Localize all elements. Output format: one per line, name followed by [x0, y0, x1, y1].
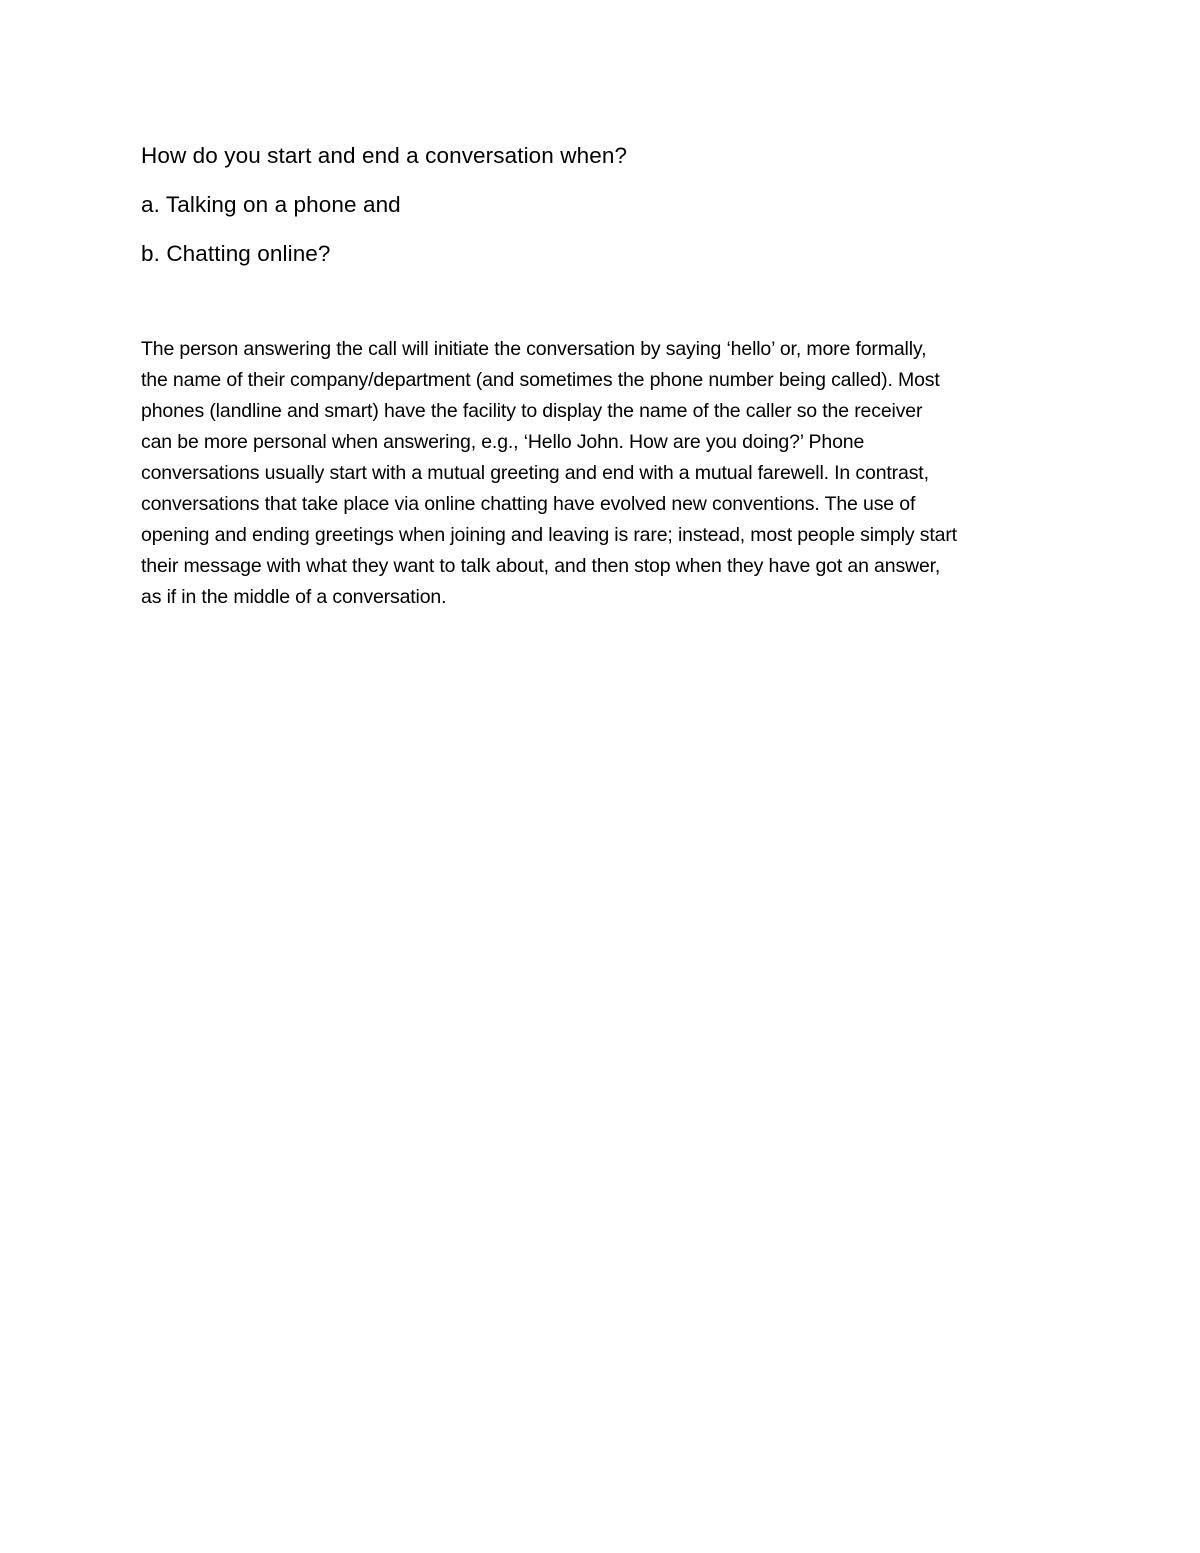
answer-line: can be more personal when answering, e.g., ‘Hello John. How are you doing?’ Phone: [141, 431, 865, 453]
answer-line: The person answering the call will initiate the conversation by saying ‘hello’ or, more formally,: [141, 338, 927, 360]
question-option-b: b. Chatting online?: [141, 241, 331, 266]
question-prompt: How do you start and end a conversation when?: [141, 143, 628, 168]
answer-line: as if in the middle of a conversation.: [141, 586, 447, 608]
answer-line: opening and ending greetings when joining and leaving is rare; instead, most people simply start: [141, 524, 957, 546]
question-block: [141, 142, 1061, 289]
answer-line: phones (landline and smart) have the facility to display the name of the caller so the receiver: [141, 400, 923, 422]
answer-line: the name of their company/department (and sometimes the phone number being called). Most: [141, 369, 940, 391]
answer-line: their message with what they want to talk about, and then stop when they have got an answer,: [141, 555, 941, 577]
answer-line: conversations usually start with a mutual greeting and end with a mutual farewell. In contrast,: [141, 462, 929, 484]
answer-line: conversations that take place via online chatting have evolved new conventions. The use of: [141, 493, 916, 515]
question-option-a: a. Talking on a phone and: [141, 192, 401, 217]
answer-paragraph: [141, 334, 1066, 613]
